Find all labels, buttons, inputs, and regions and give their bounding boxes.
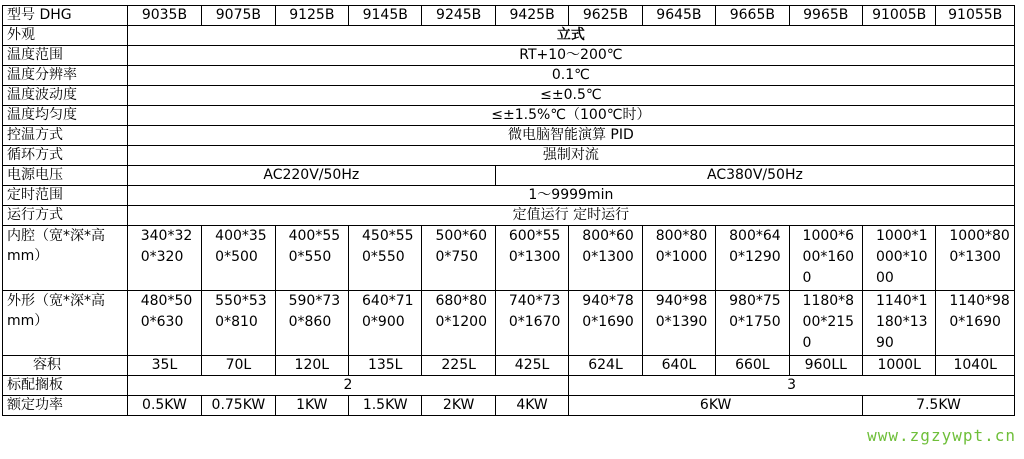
row-temp-control [3, 126, 1015, 146]
row-label: 标配搁板 [3, 376, 128, 396]
outer-cell: 980*750*1750 [716, 291, 789, 356]
model-cell: 9425B [495, 6, 568, 26]
model-cell: 9145B [349, 6, 422, 26]
power-cell: 1.5KW [349, 396, 422, 416]
outer-cell: 940*980*1390 [642, 291, 715, 356]
row-temp-resolution [3, 66, 1015, 86]
row-label: 内腔（宽*深*高 mm） [3, 226, 128, 291]
inner-cell: 800*800*1000 [642, 226, 715, 291]
row-value: 微电脑智能演算 PID [127, 126, 1014, 146]
inner-cell: 800*600*1300 [569, 226, 642, 291]
row-circulation [3, 146, 1015, 166]
volume-cell: 225L [422, 356, 495, 376]
volume-cell: 35L [127, 356, 201, 376]
inner-cell: 500*600*750 [422, 226, 495, 291]
inner-cell: 400*550*550 [275, 226, 348, 291]
outer-cell: 480*500*630 [127, 291, 201, 356]
volume-cell: 120L [275, 356, 348, 376]
models-header-label: 型号 DHG [3, 6, 128, 26]
row-label: 电源电压 [3, 166, 128, 186]
model-header-row [3, 6, 1015, 26]
outer-cell: 1180*800*2150 [789, 291, 862, 356]
volume-cell: 425L [495, 356, 568, 376]
row-value: 定值运行 定时运行 [127, 206, 1014, 226]
row-label: 温度均匀度 [3, 106, 128, 126]
row-rated-power [3, 396, 1015, 416]
row-label: 定时范围 [3, 186, 128, 206]
row-label: 温度分辨率 [3, 66, 128, 86]
row-value-b: AC380V/50Hz [495, 166, 1014, 186]
model-cell: 9075B [202, 6, 275, 26]
volume-cell: 1040L [936, 356, 1015, 376]
volume-cell: 960LL [789, 356, 862, 376]
row-operation [3, 206, 1015, 226]
inner-cell: 340*320*320 [127, 226, 201, 291]
row-value: ≤±0.5℃ [127, 86, 1014, 106]
row-label: 外形（宽*深*高 mm） [3, 291, 128, 356]
row-value: 1～9999min [127, 186, 1014, 206]
row-label: 外观 [3, 26, 128, 46]
volume-cell: 135L [349, 356, 422, 376]
model-cell: 9125B [275, 6, 348, 26]
outer-cell: 640*710*900 [349, 291, 422, 356]
row-label: 额定功率 [3, 396, 128, 416]
outer-cell: 940*780*1690 [569, 291, 642, 356]
row-label: 运行方式 [3, 206, 128, 226]
outer-cell: 590*730*860 [275, 291, 348, 356]
outer-cell: 740*730*1670 [495, 291, 568, 356]
inner-cell: 400*350*500 [202, 226, 275, 291]
row-shelves [3, 376, 1015, 396]
model-cell: 9645B [642, 6, 715, 26]
volume-cell: 660L [716, 356, 789, 376]
power-cell: 0.75KW [202, 396, 275, 416]
row-value-a: AC220V/50Hz [127, 166, 495, 186]
inner-cell: 450*550*550 [349, 226, 422, 291]
row-value: 0.1℃ [127, 66, 1014, 86]
row-timer [3, 186, 1015, 206]
row-value-a: 2 [127, 376, 569, 396]
row-temp-uniformity [3, 106, 1015, 126]
outer-cell: 550*530*810 [202, 291, 275, 356]
row-appearance [3, 26, 1015, 46]
model-cell: 9245B [422, 6, 495, 26]
volume-cell: 640L [642, 356, 715, 376]
model-cell: 91055B [936, 6, 1015, 26]
inner-cell: 1000*600*1600 [789, 226, 862, 291]
inner-cell: 1000*1000*1000 [862, 226, 935, 291]
outer-cell: 1140*1180*1390 [862, 291, 935, 356]
row-value: 立式 [127, 26, 1014, 46]
row-outer [3, 291, 1015, 356]
inner-cell: 600*550*1300 [495, 226, 568, 291]
row-label: 温度范围 [3, 46, 128, 66]
volume-cell: 624L [569, 356, 642, 376]
outer-cell: 1140*980*1690 [936, 291, 1015, 356]
volume-cell: 1000L [862, 356, 935, 376]
model-cell: 9625B [569, 6, 642, 26]
spec-table [2, 5, 1015, 416]
row-label: 温度波动度 [3, 86, 128, 106]
site-watermark: www.zgzywpt.cn [867, 426, 1016, 445]
row-label: 循环方式 [3, 146, 128, 166]
row-value: RT+10～200℃ [127, 46, 1014, 66]
power-cell: 0.5KW [127, 396, 201, 416]
model-cell: 9035B [127, 6, 201, 26]
row-label: 控温方式 [3, 126, 128, 146]
model-cell: 91005B [862, 6, 935, 26]
row-volume [3, 356, 1015, 376]
row-inner [3, 226, 1015, 291]
power-cell: 4KW [495, 396, 568, 416]
power-cell: 2KW [422, 396, 495, 416]
outer-cell: 680*800*1200 [422, 291, 495, 356]
inner-cell: 1000*800*1300 [936, 226, 1015, 291]
model-cell: 9965B [789, 6, 862, 26]
volume-cell: 70L [202, 356, 275, 376]
model-cell: 9665B [716, 6, 789, 26]
power-cell: 6KW [569, 396, 863, 416]
row-temp-range [3, 46, 1015, 66]
row-value: ≤±1.5%℃（100℃时） [127, 106, 1014, 126]
row-temp-fluctuation [3, 86, 1015, 106]
power-cell: 7.5KW [862, 396, 1014, 416]
row-value: 强制对流 [127, 146, 1014, 166]
row-label: 容积 [3, 356, 128, 376]
row-power-supply [3, 166, 1015, 186]
row-value-b: 3 [569, 376, 1015, 396]
power-cell: 1KW [275, 396, 348, 416]
inner-cell: 800*640*1290 [716, 226, 789, 291]
